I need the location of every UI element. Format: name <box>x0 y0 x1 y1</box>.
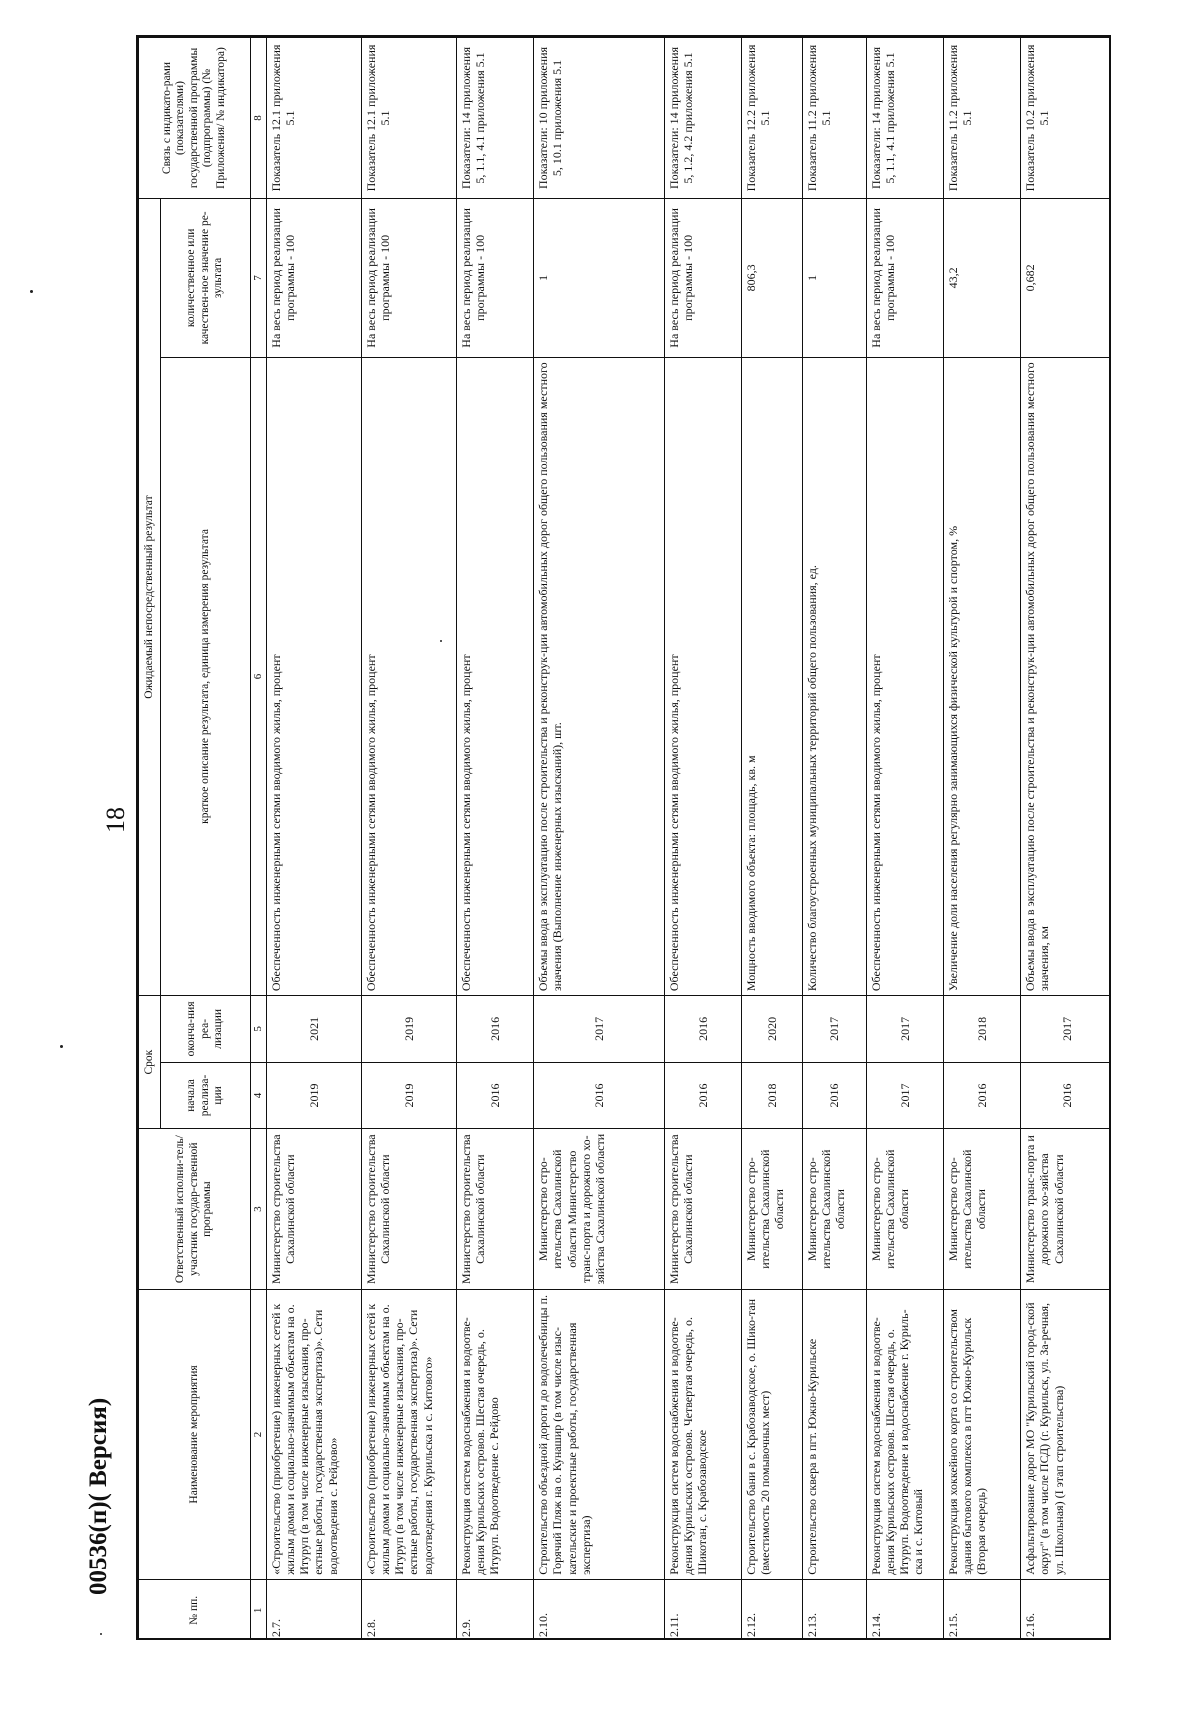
scan-speck <box>60 1045 63 1048</box>
row-desc: Мощность вводимого объекта: площадь, кв. м <box>741 357 802 995</box>
table-row <box>741 38 802 1641</box>
scan-speck <box>440 640 442 642</box>
row-end: 2019 <box>361 996 456 1063</box>
row-link: Показатели: 14 приложения 5, 1.2, 4.2 приложения 5.1 <box>664 38 741 199</box>
row-value: 43,2 <box>943 198 1020 357</box>
row-no: 2.11. <box>664 1579 741 1640</box>
table-row <box>943 38 1020 1641</box>
row-value: На весь период реализации программы - 100 <box>266 198 361 357</box>
row-end: 2017 <box>802 996 866 1063</box>
row-responsible: Министерство транс-порта и дорожного хо-зяйства Сахалинской области <box>1021 1129 1111 1290</box>
header-expected-desc: краткое описание результата, единица измерения результата <box>161 357 251 995</box>
row-start: 2016 <box>456 1062 533 1129</box>
row-end: 2016 <box>664 996 741 1063</box>
row-responsible: Министерство строительства Сахалинской области <box>361 1129 456 1290</box>
header-expected-value: количественное или качествен-ное значение ре-зультата <box>161 198 251 357</box>
row-desc: Количество благоустроенных муниципальных территорий общего пользования, ед. <box>802 357 866 995</box>
row-desc: Обеспеченность инженерными сетями вводимого жилья, процент <box>266 357 361 995</box>
row-end: 2021 <box>266 996 361 1063</box>
row-responsible: Министерство стро-ительства Сахалинской области <box>802 1129 866 1290</box>
row-link: Показатель 12.1 приложения 5.1 <box>361 38 456 199</box>
row-name: Строительство бани в с. Крабозаводское, о. Шико-тан (вместимость 20 помывочных мест) <box>741 1290 802 1580</box>
row-value: 1 <box>534 198 664 357</box>
document-code: 00536(п)( Версия) <box>85 1397 112 1595</box>
scan-speck <box>30 290 33 293</box>
row-name: Строительство сквера в пгт. Южно-Курильске <box>802 1290 866 1580</box>
header-term-start: начала реализа-ции <box>161 1062 251 1129</box>
row-desc: Объемы ввода в эксплуатацию после строительства и реконструк-ции автомобильных дорог общего пользования местного значения, км <box>1021 357 1111 995</box>
scan-speck <box>100 1633 102 1635</box>
row-link: Показатель 10.2 приложения 5.1 <box>1021 38 1111 199</box>
row-responsible: Министерство стро-ительства Сахалинской области <box>866 1129 943 1290</box>
row-responsible: Министерство строительства Сахалинской области <box>664 1129 741 1290</box>
row-no: 2.16. <box>1021 1579 1111 1640</box>
table-row <box>266 38 361 1641</box>
row-start: 2016 <box>1021 1062 1111 1129</box>
row-desc: Обеспеченность инженерными сетями вводимого жилья, процент <box>361 357 456 995</box>
row-link: Показатели: 14 приложения 5, 1.1, 4.1 приложения 5.1 <box>866 38 943 199</box>
row-responsible: Министерство стро-ительства Сахалинской области <box>741 1129 802 1290</box>
table-row <box>866 38 943 1641</box>
row-start: 2019 <box>361 1062 456 1129</box>
row-no: 2.15. <box>943 1579 1020 1640</box>
row-value: На весь период реализации программы - 100 <box>664 198 741 357</box>
row-desc: Обеспеченность инженерными сетями вводимого жилья, процент <box>866 357 943 995</box>
header-expected: Ожидаемый непосредственный результат <box>139 198 161 995</box>
row-end: 2017 <box>534 996 664 1063</box>
col-index: 3 <box>251 1129 267 1290</box>
table-row <box>361 38 456 1641</box>
row-end: 2017 <box>1021 996 1111 1063</box>
row-link: Показатель 12.2 приложения 5.1 <box>741 38 802 199</box>
row-value: На весь период реализации программы - 100 <box>866 198 943 357</box>
row-end: 2020 <box>741 996 802 1063</box>
col-index: 2 <box>251 1290 267 1580</box>
rotated-table-container <box>138 37 1111 1640</box>
table-row <box>802 38 866 1641</box>
row-start: 2018 <box>741 1062 802 1129</box>
col-index: 6 <box>251 357 267 995</box>
row-no: 2.14. <box>866 1579 943 1640</box>
col-index: 1 <box>251 1579 267 1640</box>
row-link: Показатель 12.1 приложения 5.1 <box>266 38 361 199</box>
row-desc: Обеспеченность инженерными сетями вводимого жилья, процент <box>664 357 741 995</box>
row-no: 2.10. <box>534 1579 664 1640</box>
row-responsible: Министерство стро-ительства Сахалинской области <box>943 1129 1020 1290</box>
row-start: 2016 <box>664 1062 741 1129</box>
page-number: 18 <box>101 807 130 833</box>
row-name: «Строительство (приобретение) инженерных сетей к жилым домам и социально-значимым объектам на о. Итуруп (в том числе инженерные изыскания, про-ектные работы, государственная экспертиза)». Сети водоотведения с. Рейдово» <box>266 1290 361 1580</box>
row-responsible: Министерство стро-ительства Сахалинской области Министерство транс-порта и дорожного хо-зяйства Сахалинской области <box>534 1129 664 1290</box>
row-value: 0,682 <box>1021 198 1111 357</box>
col-index: 7 <box>251 198 267 357</box>
row-name: Строительство объездной дороги до водолечебницы п. Горячий Пляж на о. Кунашир (в том числе изыс-кательские и проектные работы, государственная экспертиза) <box>534 1290 664 1580</box>
header-link: Связь с индикато-рами (показателями) государственной программы (подпрограммы) (№ Приложения/ № индикатора) <box>139 38 251 199</box>
row-link: Показатели: 10 приложения 5, 10.1 приложения 5.1 <box>534 38 664 199</box>
row-name: Реконструкция хоккейного корта со строительством здания бытового комплекса в пгт Южно-Курильск (Вторая очередь) <box>943 1290 1020 1580</box>
table-row <box>1021 38 1111 1641</box>
row-link: Показатель 11.2 приложения 5.1 <box>943 38 1020 199</box>
col-index: 8 <box>251 38 267 199</box>
row-value: 806,3 <box>741 198 802 357</box>
row-start: 2016 <box>943 1062 1020 1129</box>
col-index: 4 <box>251 1062 267 1129</box>
header-responsible: Ответственный исполни-тель/участник государ-ственной программы <box>139 1129 251 1290</box>
row-start: 2017 <box>866 1062 943 1129</box>
row-link: Показатель 11.2 приложения 5.1 <box>802 38 866 199</box>
header-name: Наименование мероприятия <box>139 1290 251 1580</box>
measures-table <box>138 37 1111 1640</box>
row-value: 1 <box>802 198 866 357</box>
row-no: 2.13. <box>802 1579 866 1640</box>
table-row <box>664 38 741 1641</box>
row-value: На весь период реализации программы - 100 <box>361 198 456 357</box>
row-name: Асфальтирование дорог МО "Курильский город-ской округ" (в том числе ПСД) (г. Курильск, ул. За-речная, ул. Школьная) (I этап строительства) <box>1021 1290 1111 1580</box>
header-term: Срок <box>139 996 161 1129</box>
row-start: 2016 <box>802 1062 866 1129</box>
row-responsible: Министерство строительства Сахалинской области <box>456 1129 533 1290</box>
row-value: На весь период реализации программы - 100 <box>456 198 533 357</box>
row-end: 2016 <box>456 996 533 1063</box>
row-start: 2016 <box>534 1062 664 1129</box>
row-no: 2.7. <box>266 1579 361 1640</box>
row-link: Показатели: 14 приложения 5, 1.1, 4.1 приложения 5.1 <box>456 38 533 199</box>
row-desc: Увеличение доли населения регулярно занимающихся физической культурой и спортом, % <box>943 357 1020 995</box>
row-name: Реконструкция систем водоснабжения и водоотве-дения Курильских островов. Шестая очередь, о. Итуруп. Водоотведение и водоснабжение г. Куриль-ска и с. Китовый <box>866 1290 943 1580</box>
row-desc: Объемы ввода в эксплуатацию после строительства и реконструк-ции автомобильных дорог общего пользования местного значения (Выполнение инженерных изысканий), шт. <box>534 357 664 995</box>
row-no: 2.8. <box>361 1579 456 1640</box>
row-end: 2018 <box>943 996 1020 1063</box>
row-desc: Обеспеченность инженерными сетями вводимого жилья, процент <box>456 357 533 995</box>
table-row <box>456 38 533 1641</box>
row-no: 2.9. <box>456 1579 533 1640</box>
row-no: 2.12. <box>741 1579 802 1640</box>
header-term-end: оконча-ния реа-лизации <box>161 996 251 1063</box>
table-row <box>534 38 664 1641</box>
row-end: 2017 <box>866 996 943 1063</box>
row-name: Реконструкция систем водоснабжения и водоотве-дения Курильских островов. Шестая очередь, о. Итуруп. Водоотведение с. Рейдово <box>456 1290 533 1580</box>
row-responsible: Министерство строительства Сахалинской области <box>266 1129 361 1290</box>
row-start: 2019 <box>266 1062 361 1129</box>
row-name: Реконструкция систем водоснабжения и водоотве-дения Курильских островов. Четвертая очередь, о. Шикотан, с. Крабозаводское <box>664 1290 741 1580</box>
header-no: № пп. <box>139 1579 251 1640</box>
col-index: 5 <box>251 996 267 1063</box>
measures-table-frame <box>136 35 1111 1640</box>
row-name: «Строительство (приобретение) инженерных сетей к жилым домам и социально-значимым объектам на о. Итуруп (в том числе инженерные изыскания, про-ектные работы, государственная экспертиза)». Сети водоотведения г. Курильска и с. Китового» <box>361 1290 456 1580</box>
